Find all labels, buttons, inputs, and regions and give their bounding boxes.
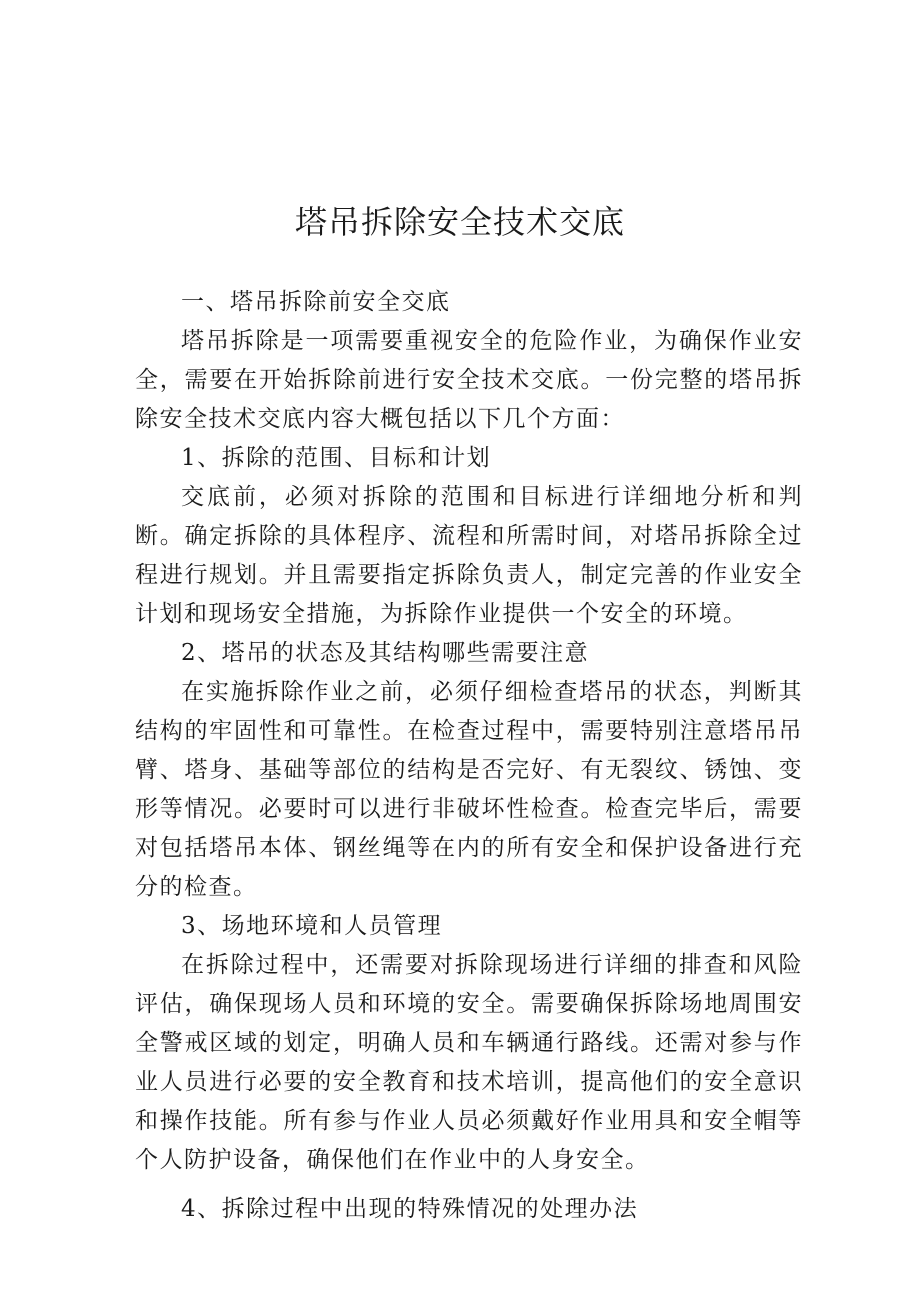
paragraph: 塔吊拆除是一项需要重视安全的危险作业，为确保作业安全，需要在开始拆除前进行安全技术交底。一份完整的塔吊拆除安全技术交底内容大概包括以下几个方面： [135,328,803,432]
subsection-heading: 2、塔吊的状态及其结构哪些需要注意 [181,640,590,666]
paragraph: 在拆除过程中，还需要对拆除现场进行详细的排查和风险评估，确保现场人员和环境的安全。需要确保拆除场地周围安全警戒区域的划定，明确人员和车辆通行路线。还需对参与作业人员进行必要的安全教育和技术培训，提高他们的安全意识和操作技能。所有参与作业人员必须戴好作业用具和安全帽等个人防护设备，确保他们在作业中的人身安全。 [135,952,803,1173]
paragraph: 交底前，必须对拆除的范围和目标进行详细地分析和判断。确定拆除的具体程序、流程和所需时间，对塔吊拆除全过程进行规划。并且需要指定拆除负责人，制定完善的作业安全计划和现场安全措施，为拆除作业提供一个安全的环境。 [135,484,803,627]
document-body [135,283,803,1229]
paragraph: 在实施拆除作业之前，必须仔细检查塔吊的状态，判断其结构的牢固性和可靠性。在检查过程中，需要特别注意塔吊吊臂、塔身、基础等部位的结构是否完好、有无裂纹、锈蚀、变形等情况。必要时可以进行非破坏性检查。检查完毕后，需要对包括塔吊本体、钢丝绳等在内的所有安全和保护设备进行充分的检查。 [135,679,803,900]
document-title: 塔吊拆除安全技术交底 [294,203,625,241]
subsection-heading: 4、拆除过程中出现的特殊情况的处理办法 [181,1196,639,1222]
subsection-heading: 3、场地环境和人员管理 [181,913,443,939]
subsection-heading: 1、拆除的范围、目标和计划 [181,445,492,471]
section-heading: 一、塔吊拆除前安全交底 [181,289,451,315]
